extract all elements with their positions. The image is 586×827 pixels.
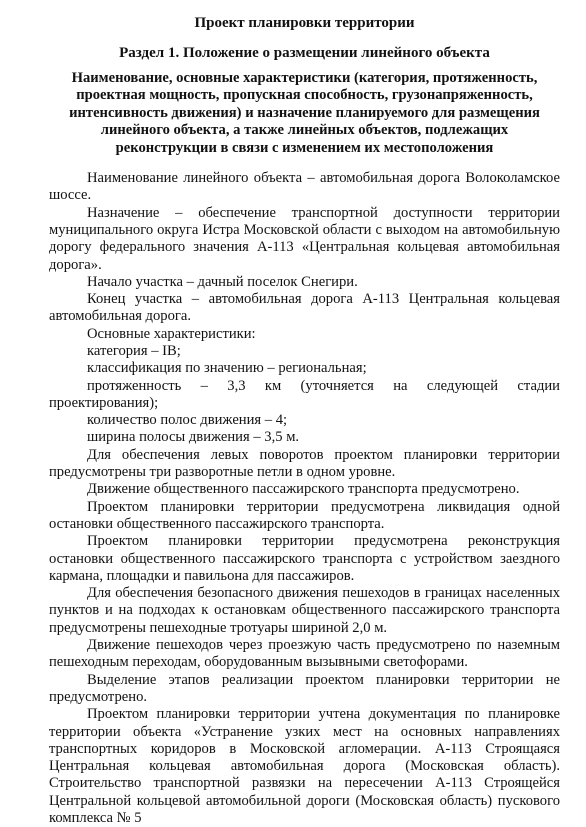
paragraph-stop-reconstruction: Проектом планировки территории предусмотрена реконструкция остановки общественного пассажирского транспорта с устройством заездного кармана, площадки и павильона для пассажиров.: [49, 533, 560, 584]
document-title: Проект планировки территории: [194, 15, 415, 31]
paragraph-pedestrian-safety: Для обеспечения безопасного движения пешеходов в границах населенных пунктов и на подходах к остановкам общественного пассажирского транспорта предусмотрены пешеходные тротуары шириной 2,0 м.: [49, 585, 560, 636]
paragraph-start: Начало участка – дачный поселок Снегири.: [87, 273, 358, 290]
characteristic-length: протяженность – 3,3 км (уточняется на следующей стадии проектирования);: [49, 377, 560, 411]
paragraph-public-transport: Движение общественного пассажирского транспорта предусмотрено.: [87, 481, 520, 498]
characteristic-lanes: количество полос движения – 4;: [87, 412, 288, 429]
paragraph-object-name: Наименование линейного объекта – автомобильная дорога Волоколамское шоссе.: [49, 170, 560, 204]
paragraph-left-turns: Для обеспечения левых поворотов проектом планировки территории предусмотрены три разворотные петли в одном уровне.: [49, 446, 560, 481]
paragraph-stages: Выделение этапов реализации проектом планировки территории не предусмотрено.: [49, 671, 560, 705]
paragraph-purpose: Назначение – обеспечение транспортной доступности территории муниципального округа Истра Московской области с выходом на автомобильную дорогу федерального значения А-113 «Центральная кольцевая автомобильная дорога».: [49, 204, 560, 273]
characteristic-classification: классификация по значению – региональная;: [87, 360, 367, 377]
section-heading: Раздел 1. Положение о размещении линейного объекта: [119, 45, 490, 61]
paragraph-pedestrian-crossings: Движение пешеходов через проезжую часть предусмотрено по наземным пешеходным переходам, оборудованным вызывными светофорами.: [49, 637, 560, 671]
paragraph-stop-removal: Проектом планировки территории предусмотрена ликвидация одной остановки общественного пассажирского транспорта.: [49, 498, 560, 532]
characteristic-lane-width: ширина полосы движения – 3,5 м.: [87, 429, 300, 446]
document-body: [49, 170, 560, 827]
characteristic-category: категория – IB;: [87, 343, 181, 359]
paragraph-end: Конец участка – автомобильная дорога А-113 Центральная кольцевая автомобильная дорога.: [49, 291, 560, 325]
paragraph-documentation: Проектом планировки территории учтена документация по планировке территории объекта «Устранение узких мест на основных направлениях транспортных коридоров в Московской агломерации. А-113 Строящаяся Центральная кольцевая автомобильная дорога (Московская область). Строительство транспортной развязки на пересечении А-113 Строящейся Центральной кольцевой автомобильной дороги (Московская область) пускового комплекса № 5: [49, 706, 560, 827]
paragraph-characteristics-heading: Основные характеристики:: [87, 325, 256, 342]
subsection-heading: Наименование, основные характеристики (категория, протяженность, проектная мощность, пропускная способность, грузонапряженность, интенсивность движения) и назначение планируемого для размещения линейного объекта, а также линейных объектов, подлежащих реконструкции в связи с изменением их местоположения: [69, 70, 540, 156]
